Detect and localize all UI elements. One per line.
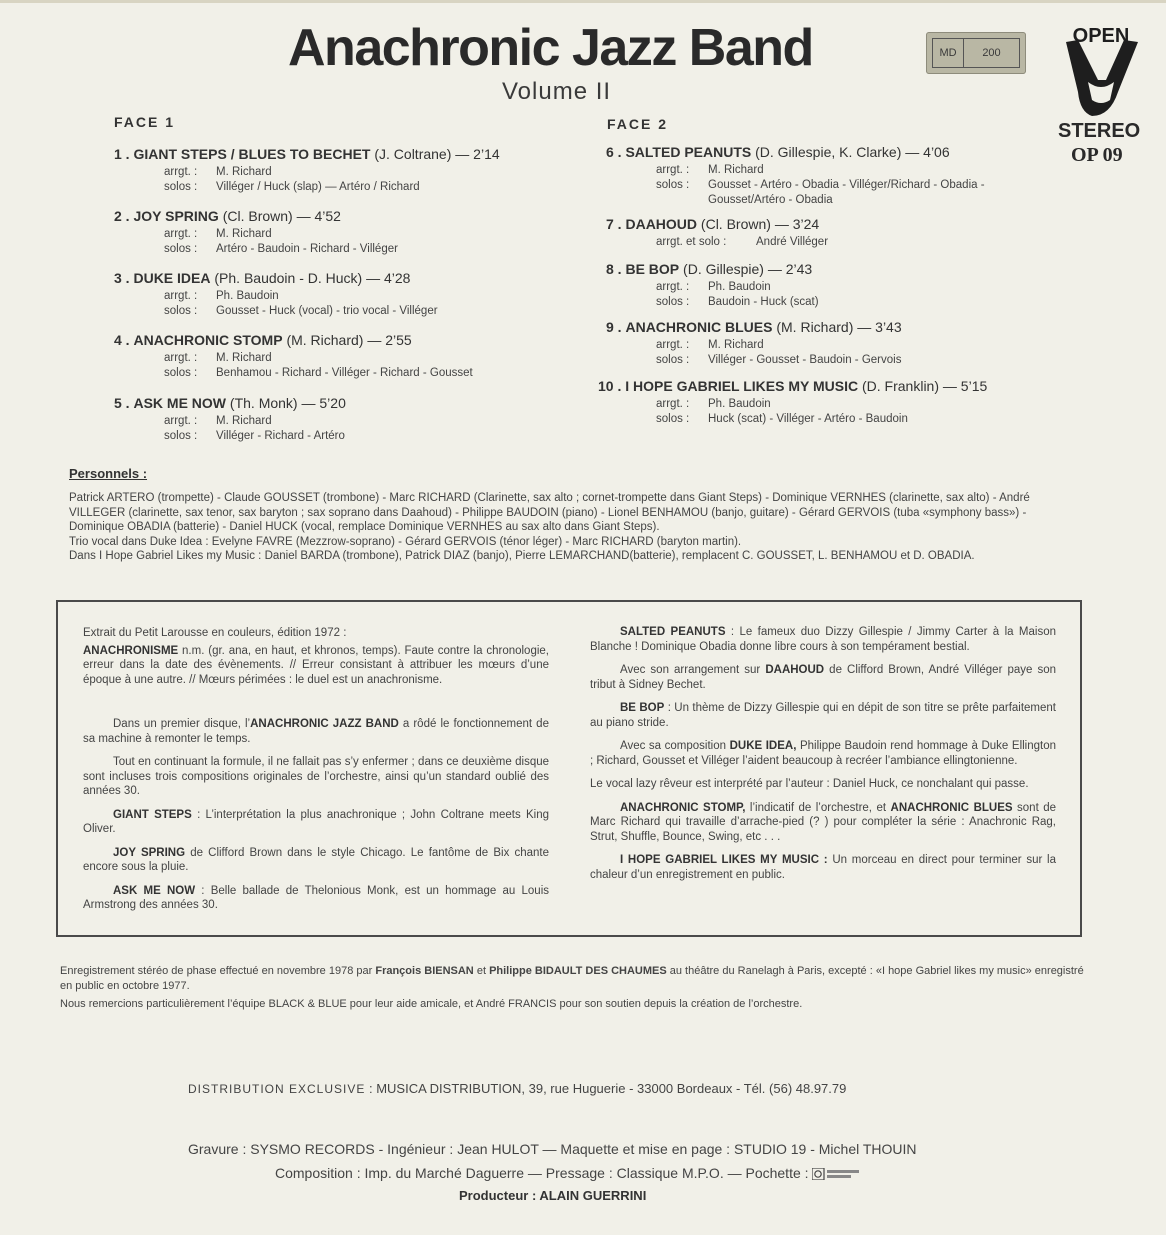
catalog-number: OP 09 bbox=[1071, 144, 1123, 166]
distribution-line: DISTRIBUTION EXCLUSIVE : MUSICA DISTRIBUTION, 39, rue Huguerie - 33000 Bordeaux - Tél. (56) 48.97.79 bbox=[188, 1081, 847, 1096]
track-item: 7 . DAAHOUD (Cl. Brown) — 3’24 arrgt. et solo : André Villéger bbox=[606, 216, 829, 248]
track-item: 8 . BE BOP (D. Gillespie) — 2’43 arrgt. : Ph. Baudoin solos : Baudoin - Huck (scat) bbox=[606, 261, 819, 308]
album-title: Anachronic Jazz Band bbox=[288, 19, 813, 77]
track-item: 9 . ANACHRONIC BLUES (M. Richard) — 3’43 arrgt. : M. Richard solos : Villéger - Gousset - Baudoin - Gervois bbox=[606, 319, 902, 366]
personnel-text: Patrick ARTERO (trompette) - Claude GOUSSET (trombone) - Marc RICHARD (Clarinette, sax alto ; cornet-trompette dans Giant Steps) - Dominique VERNHES (clarinette, sax alto) - André VILLEGER (clarinette, sax tenor, sax baryton ; sax soprano dans Daahoud) - Philippe BAUDOIN (piano) - Lionel BENHAMOU (banjo, guitare) - Gérard GERVOIS (tuba «symphony bass») - Dominique OBADIA (batterie) - Daniel HUCK (vocal, remplace Dominique VERNHES au sax alto dans Giant Steps). Trio vocal dans Duke Idea : Evelyne FAVRE (Mezzrow-soprano) - Gérard GERVOIS (ténor léger) - Marc RICHARD (baryton martin). Dans I Hope Gabriel Likes my Music : Daniel BARDA (trombone), Patrick DIAZ (banjo), Pierre LEMARCHAND(batterie), remplacent C. GOUSSET, L. BENHAMOU et D. OBADIA. bbox=[69, 492, 1030, 562]
album-subtitle: Volume II bbox=[502, 78, 612, 105]
pochette-logo-icon bbox=[812, 1168, 860, 1180]
credits-line-2: Composition : Imp. du Marché Daguerre — Pressage : Classique M.P.O. — Pochette : bbox=[275, 1165, 860, 1181]
stereo-label: STEREO bbox=[1058, 120, 1141, 142]
face1-label: FACE 1 bbox=[114, 114, 176, 130]
track-item: 5 . ASK ME NOW (Th. Monk) — 5’20 arrgt. : M. Richard solos : Villéger - Richard - Artéro bbox=[114, 395, 346, 442]
track-item: 4 . ANACHRONIC STOMP (M. Richard) — 2’55 arrgt. : M. Richard solos : Benhamou - Richard - Villéger - Richard - Gousset bbox=[114, 332, 473, 379]
track-item: 10 . I HOPE GABRIEL LIKES MY MUSIC (D. Franklin) — 5’15 arrgt. : Ph. Baudoin solos : Huck (scat) - Villéger - Artéro - Baudoin bbox=[598, 378, 988, 425]
recording-info: Enregistrement stéréo de phase effectué en novembre 1978 par François BIENSAN et Philippe BIDAULT DES CHAUMES au théâtre du Ranelagh à Paris, excepté : «I hope Gabriel likes my music» enregistré en public en octobre 1977. Nous remercions particulièrement l’équipe BLACK & BLUE pour leur aide amicale, et André FRANCIS pour son soutien depuis la création de l’orchestre. bbox=[60, 965, 1084, 1010]
face2-label: FACE 2 bbox=[607, 116, 669, 132]
track-item: 1 . GIANT STEPS / BLUES TO BECHET (J. Coltrane) — 2’14 arrgt. : M. Richard solos : Villéger / Huck (slap) — Artéro / Richard bbox=[114, 146, 500, 193]
top-edge bbox=[0, 0, 1166, 3]
producer-line: Producteur : ALAIN GUERRINI bbox=[459, 1188, 647, 1203]
track-item: 3 . DUKE IDEA (Ph. Baudoin - D. Huck) — 4’28 arrgt. : Ph. Baudoin solos : Gousset - Huck (vocal) - trio vocal - Villéger bbox=[114, 270, 438, 317]
liner-notes-left: Extrait du Petit Larousse en couleurs, édition 1972 : ANACHRONISME n.m. (gr. ana, en haut, et khronos, temps). Faute contre la chronologie, erreur dans la date des évènements. // Erreur consistant à attribuer les mœurs d’une époque à une autre. // Mœurs périmées : le duel est un anachronisme. Dans un premier disque, l’ANACHRONIC JAZZ BAND a rôdé le fonctionnement de sa machine à remonter le temps. Tout en continuant la formule, il ne fallait pas s’y enfermer ; dans ce deuxième disque sont incluses trois compositions originales de l’orchestre, ainsi qu’un standard oublié des années 30. GIANT STEPS : L’interprétation la plus anachronique ; John Coltrane meets King Oliver. JOY SPRING de Clifford Brown dans le style Chicago. Le fantôme de Bix chante encore sous la pluie. ASK ME NOW : Belle ballade de Thelonious Monk, est un hommage au Louis Armstrong des années 30. bbox=[83, 627, 550, 911]
liner-notes-right: SALTED PEANUTS : Le fameux duo Dizzy Gillespie / Jimmy Carter à la Maison Blanche ! Dominique Obadia donne libre cours à son tempérament bestial. Avec son arrangement sur DAAHOUD de Clifford Brown, André Villéger paye son tribut à Sidney Bechet. BE BOP : Un thème de Dizzy Gillespie qui en dépit de son titre se prête parfaitement au piano stride. Avec sa composition DUKE IDEA, Philippe Baudoin rend hommage à Duke Ellington ; Richard, Gousset et Villéger l’aident beaucoup à recréer l’ambiance ellingtonienne. Le vocal lazy rêveur est interprété par l’auteur : Daniel Huck, ce nonchalant qui passe. ANACHRONIC STOMP, l’indicatif de l’orchestre, et ANACHRONIC BLUES sont de Marc Richard qui travaille d’arrache-pied (? ) pour compléter la série : Anachronic Rag, Strut, Shuffle, Bounce, Swing, etc . . . I HOPE GABRIEL LIKES MY MUSIC : Un morceau en direct pour terminer sur la chaleur d’un enregistrement en public. bbox=[590, 626, 1057, 881]
sticker-code: MD bbox=[933, 39, 964, 67]
track-item: 6 . SALTED PEANUTS (D. Gillespie, K. Clarke) — 4’06 arrgt. : M. Richard solos : Gousset - Artéro - Obadia - Villéger/Richard - Obadia - Gousset/Artéro - Obadia bbox=[606, 144, 985, 206]
hand-logo-icon bbox=[1058, 20, 1144, 120]
credits-line-1: Gravure : SYSMO RECORDS - Ingénieur : Jean HULOT — Maquette et mise en page : STUDIO 19 - Michel THOUIN bbox=[188, 1141, 917, 1157]
logo-text: OPEN bbox=[1072, 25, 1130, 47]
sticker-price: 200 bbox=[982, 47, 1001, 59]
personnel-heading: Personnels : bbox=[69, 466, 148, 481]
track-item: 2 . JOY SPRING (Cl. Brown) — 4’52 arrgt. : M. Richard solos : Artéro - Baudoin - Richard - Villéger bbox=[114, 208, 398, 255]
open-records-logo bbox=[1058, 20, 1144, 120]
price-sticker bbox=[926, 32, 1026, 74]
